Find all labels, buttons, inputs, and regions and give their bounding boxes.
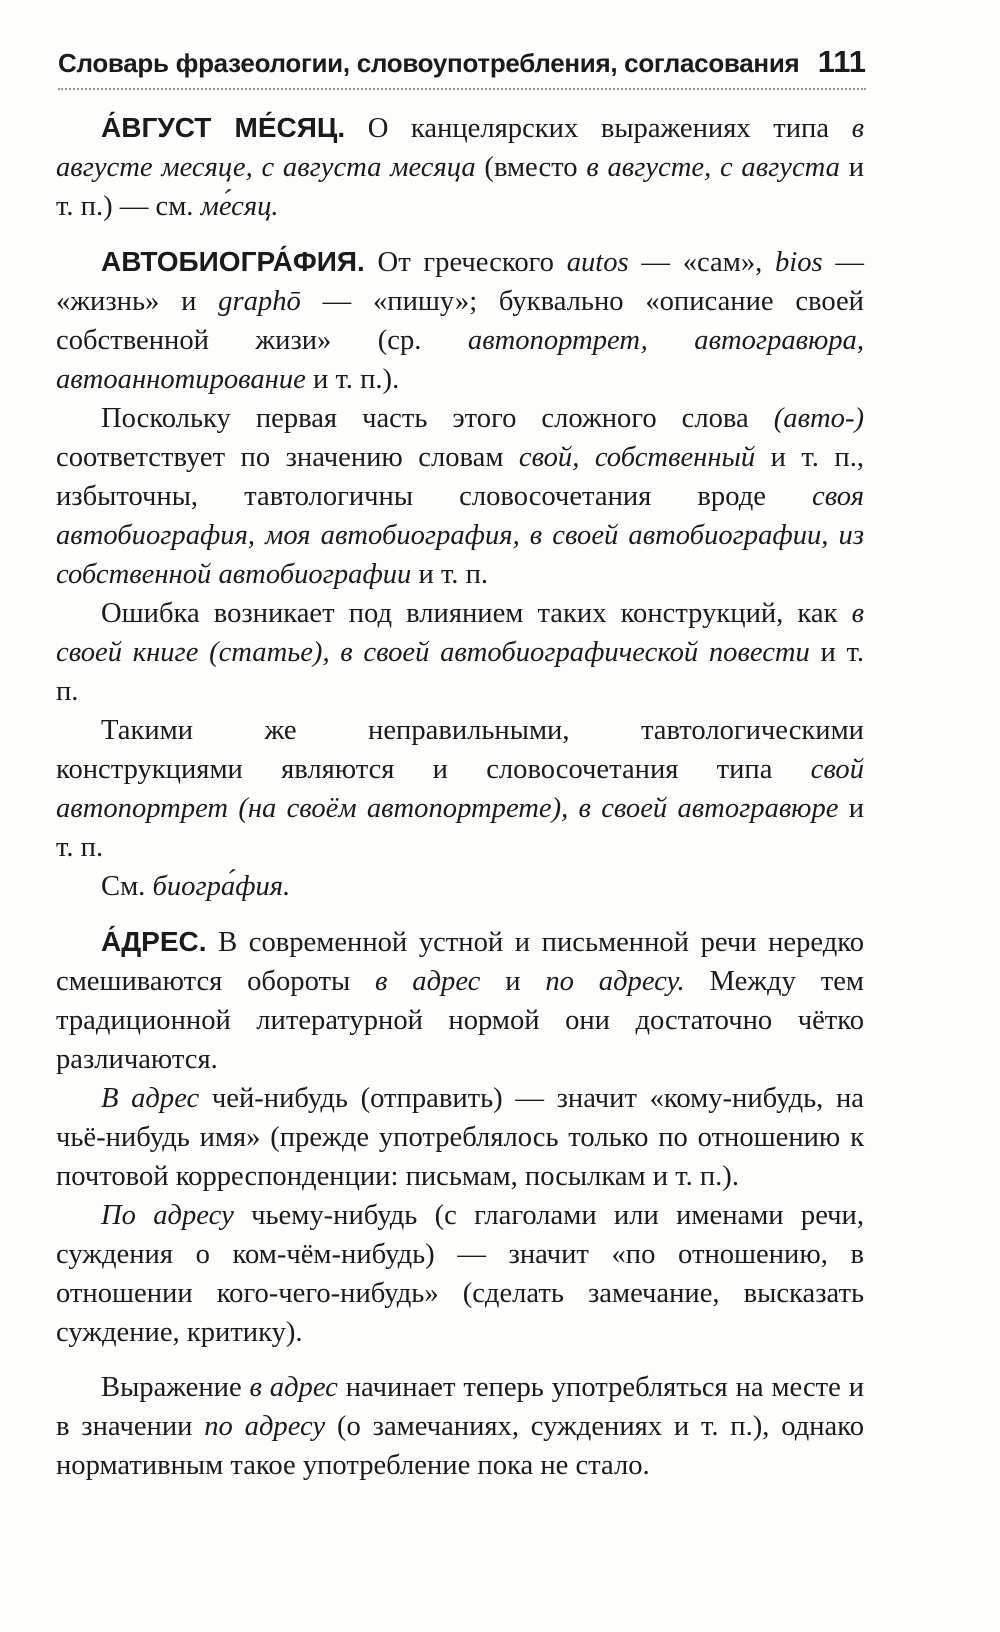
page-body [56,108,864,1501]
text-run: Между тем традиционной литературной нормой они достаточно чётко различаются. [56,966,864,1075]
italic-example: в своей книге (статье), в своей автобиографической повести [56,598,864,668]
italic-example: в адрес [375,966,481,997]
text-run: и т. п., избыточны, тавтологичны словосочетания вроде [56,442,864,512]
italic-example: autos [566,247,629,278]
text-run: и т. п.). [305,364,400,395]
italic-example: (авто-) [773,403,864,434]
italic-example: По адресу [101,1200,234,1231]
text-run: и т. п.) — см. [56,152,865,222]
text-run: Такими же неправильными, тавтологическими конструкциями являются и словосочетания типа [56,715,864,785]
text-run: См. [101,871,153,902]
headword: А́ДРЕС. [101,926,207,957]
entry-paragraph [56,399,864,594]
entry-paragraph [56,1079,864,1196]
entry-paragraph [56,594,864,711]
cross-reference: ме́сяц. [200,191,279,222]
italic-example: в августе месяце, с августа месяца [56,113,864,183]
text-run: и т. п. [56,637,864,707]
text-run: О канцелярских выражениях типа [345,113,852,144]
entry-paragraph [56,242,864,399]
running-head [58,44,866,80]
italic-example: свой, собственный [518,442,756,473]
entry-avtobiografiya [56,242,864,906]
text-run: Ошибка возникает под влиянием таких конструкций, как [101,598,852,629]
entry-paragraph [56,108,864,226]
headword: А́ВГУСТ МЕ́СЯЦ. [101,112,346,143]
page-number: 111 [817,44,866,79]
headword: АВТОБИОГРА́ФИЯ. [101,246,365,277]
entry-avgust-mesyats [56,108,864,226]
running-head-title: Словарь фразеологии, словоупотребления, согласования [58,48,800,78]
text-run: Выражение [101,1372,250,1403]
italic-example: В адрес [101,1083,200,1114]
italic-example: своя автобиография, моя автобиография, в своей автобиографии, из собственной автобиографии [56,481,864,590]
text-run: и т. п. [411,559,489,590]
italic-example: по адресу. [545,966,685,997]
text-run: и т. п. [56,793,864,863]
italic-example: свой автопортрет (на своём автопортрете), в своей автогравюре [56,754,864,824]
text-run: соответствует по значению словам [56,442,519,473]
text-run: и [480,966,546,997]
text-run: чьему-нибудь (с глаголами или именами речи, суждения о ком-чём-нибудь) — значит «по отношению, в отношении кого-чего-нибудь» (сделать замечание, высказать суждение, критику). [56,1200,864,1348]
entry-paragraph [56,1368,864,1485]
entry-paragraph [56,922,864,1079]
text-run: (вместо [475,152,587,183]
text-run: чей-нибудь (отправить) — значит «кому-нибудь, на чьё-нибудь имя» (прежде употреблялось только по отношению к почтовой корреспонденции: письмам, посылкам и т. п.). [56,1083,864,1192]
italic-example: в августе, с августа [586,152,840,183]
italic-example: по адресу [204,1411,326,1442]
text-run: начинает теперь употребляться на месте и в значении [56,1372,865,1442]
italic-example: автопортрет, автогравюра, автоаннотирование [56,325,864,395]
entry-paragraph [56,1196,864,1352]
text-run: В современной устной и письменной речи нередко смешиваются обороты [56,927,864,997]
text-run: — «жизнь» и [56,247,864,317]
italic-example: в адрес [249,1372,338,1403]
entry-paragraph [56,867,864,906]
header-rule [58,88,866,90]
italic-example: bios [775,247,823,278]
text-run: (о замечаниях, суждениях и т. п.), однако нормативным такое употребление пока не стало. [56,1411,864,1481]
entry-adres [56,922,864,1485]
text-run: От греческого [364,247,567,278]
text-run: Поскольку первая часть этого сложного слова [101,403,774,434]
text-run: — «пишу»; буквально «описание своей собственной жизи» (ср. [56,286,864,356]
text-run: — «сам», [628,247,775,278]
entry-paragraph [56,711,864,867]
cross-reference: биогра́фия. [152,871,291,902]
italic-example: graphō [218,286,301,317]
